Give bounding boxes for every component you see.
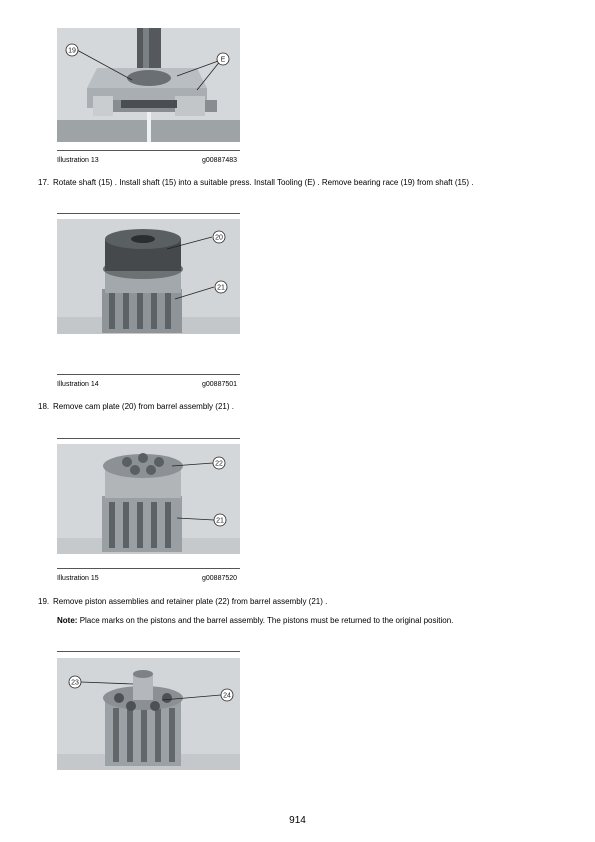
illustration-id: g00887520 (202, 575, 238, 582)
figure-top-rule (57, 213, 240, 214)
illustration-16-photo (57, 658, 240, 770)
illustration-15-photo (57, 444, 240, 554)
step-number: 19. (38, 597, 50, 606)
caption-rule (57, 150, 240, 151)
note-text: Place marks on the pistons and the barrel assembly. The pistons must be returned to the original position. (79, 616, 454, 625)
illustration-13-photo (57, 28, 240, 142)
step-number: 18. (38, 402, 50, 411)
step-text: Remove cam plate (20) from barrel assembly (21) . (53, 402, 234, 411)
page-number: 914 (289, 815, 306, 826)
note-label: Note: (57, 616, 78, 625)
callout-21: 21 (217, 284, 225, 292)
step-18 (38, 402, 234, 411)
callout-21: 21 (216, 517, 224, 525)
illustration-label: Illustration 15 (57, 575, 99, 582)
illustration-14-photo (57, 219, 240, 334)
step-text: Remove piston assemblies and retainer plate (22) from barrel assembly (21) . (53, 597, 328, 606)
illustration-label: Illustration 14 (57, 381, 99, 388)
callout-23: 23 (71, 679, 79, 687)
step-17 (38, 178, 474, 187)
callout-e: E (220, 56, 226, 64)
figure-top-rule (57, 438, 240, 439)
callout-24: 24 (223, 692, 231, 700)
caption-rule (57, 568, 240, 569)
caption-rule (57, 374, 240, 375)
illustration-label: Illustration 13 (57, 157, 99, 164)
note (57, 616, 453, 625)
figure-top-rule (57, 651, 240, 652)
callout-22: 22 (215, 460, 223, 468)
step-19 (38, 597, 327, 606)
illustration-id: g00887501 (202, 381, 238, 388)
callout-19: 19 (68, 47, 76, 55)
callout-20: 20 (215, 234, 223, 242)
illustration-id: g00887483 (202, 157, 238, 164)
step-text: Rotate shaft (15) . Install shaft (15) into a suitable press. Install Tooling (E) . Remove bearing race (19) from shaft (15) . (53, 178, 474, 187)
step-number: 17. (38, 178, 50, 187)
